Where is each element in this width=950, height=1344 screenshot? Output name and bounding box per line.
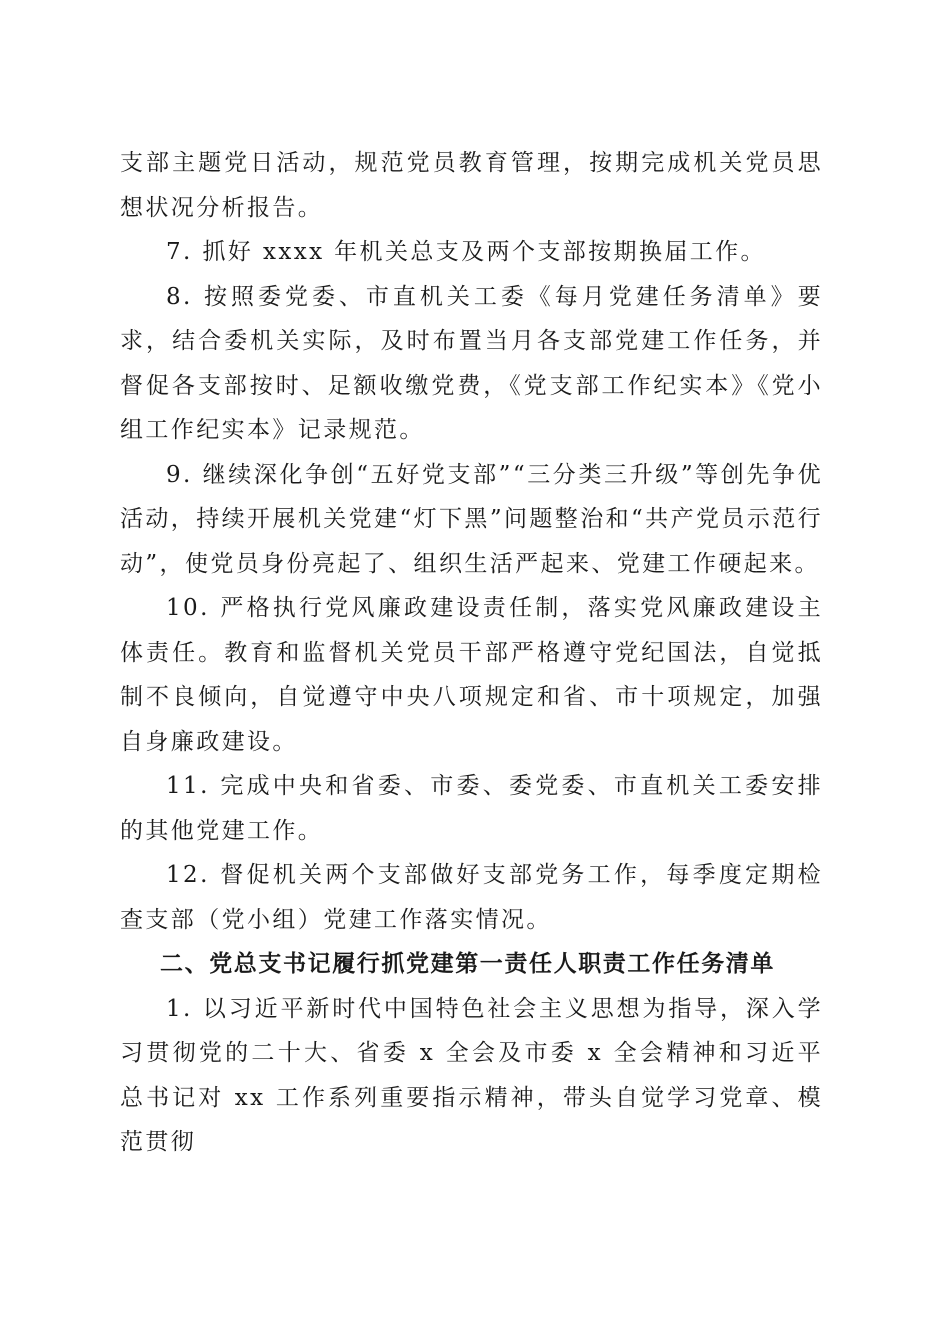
paragraph-item-9: 9. 继续深化争创“五好党支部”“三分类三升级”等创先争优活动，持续开展机关党建“灯下黑”问题整治和“共产党员示范行动”，使党员身份亮起了、组织生活严起来、党建工作硬起来。	[120, 461, 823, 577]
document-body	[120, 141, 823, 1165]
paragraph-item-10: 10. 严格执行党风廉政建设责任制，落实党风廉政建设主体责任。教育和监督机关党员干部严格遵守党纪国法，自觉抵制不良倾向，自觉遵守中央八项规定和省、市十项规定，加强自身廉政建设。	[120, 595, 823, 755]
paragraph-item-12: 12. 督促机关两个支部做好支部党务工作，每季度定期检查支部（党小组）党建工作落实情况。	[120, 862, 823, 933]
paragraph-item-7: 7. 抓好 xxxx 年机关总支及两个支部按期换届工作。	[166, 239, 766, 265]
paragraph-item-8: 8. 按照委党委、市直机关工委《每月党建任务清单》要求，结合委机关实际，及时布置当月各支部党建工作任务，并督促各支部按时、足额收缴党费，《党支部工作纪实本》《党小组工作纪实本》记录规范。	[120, 283, 823, 443]
paragraph-continuation: 支部主题党日活动，规范党员教育管理，按期完成机关党员思想状况分析报告。	[120, 150, 823, 221]
section-heading: 二、党总支书记履行抓党建第一责任人职责工作任务清单	[160, 951, 775, 977]
paragraph-section-item-1: 1. 以习近平新时代中国特色社会主义思想为指导，深入学习贯彻党的二十大、省委 x 全会及市委 x 全会精神和习近平总书记对 xx 工作系列重要指示精神，带头自觉学习党章、模范贯彻	[120, 995, 823, 1155]
paragraph-item-11: 11. 完成中央和省委、市委、委党委、市直机关工委安排的其他党建工作。	[120, 773, 823, 844]
